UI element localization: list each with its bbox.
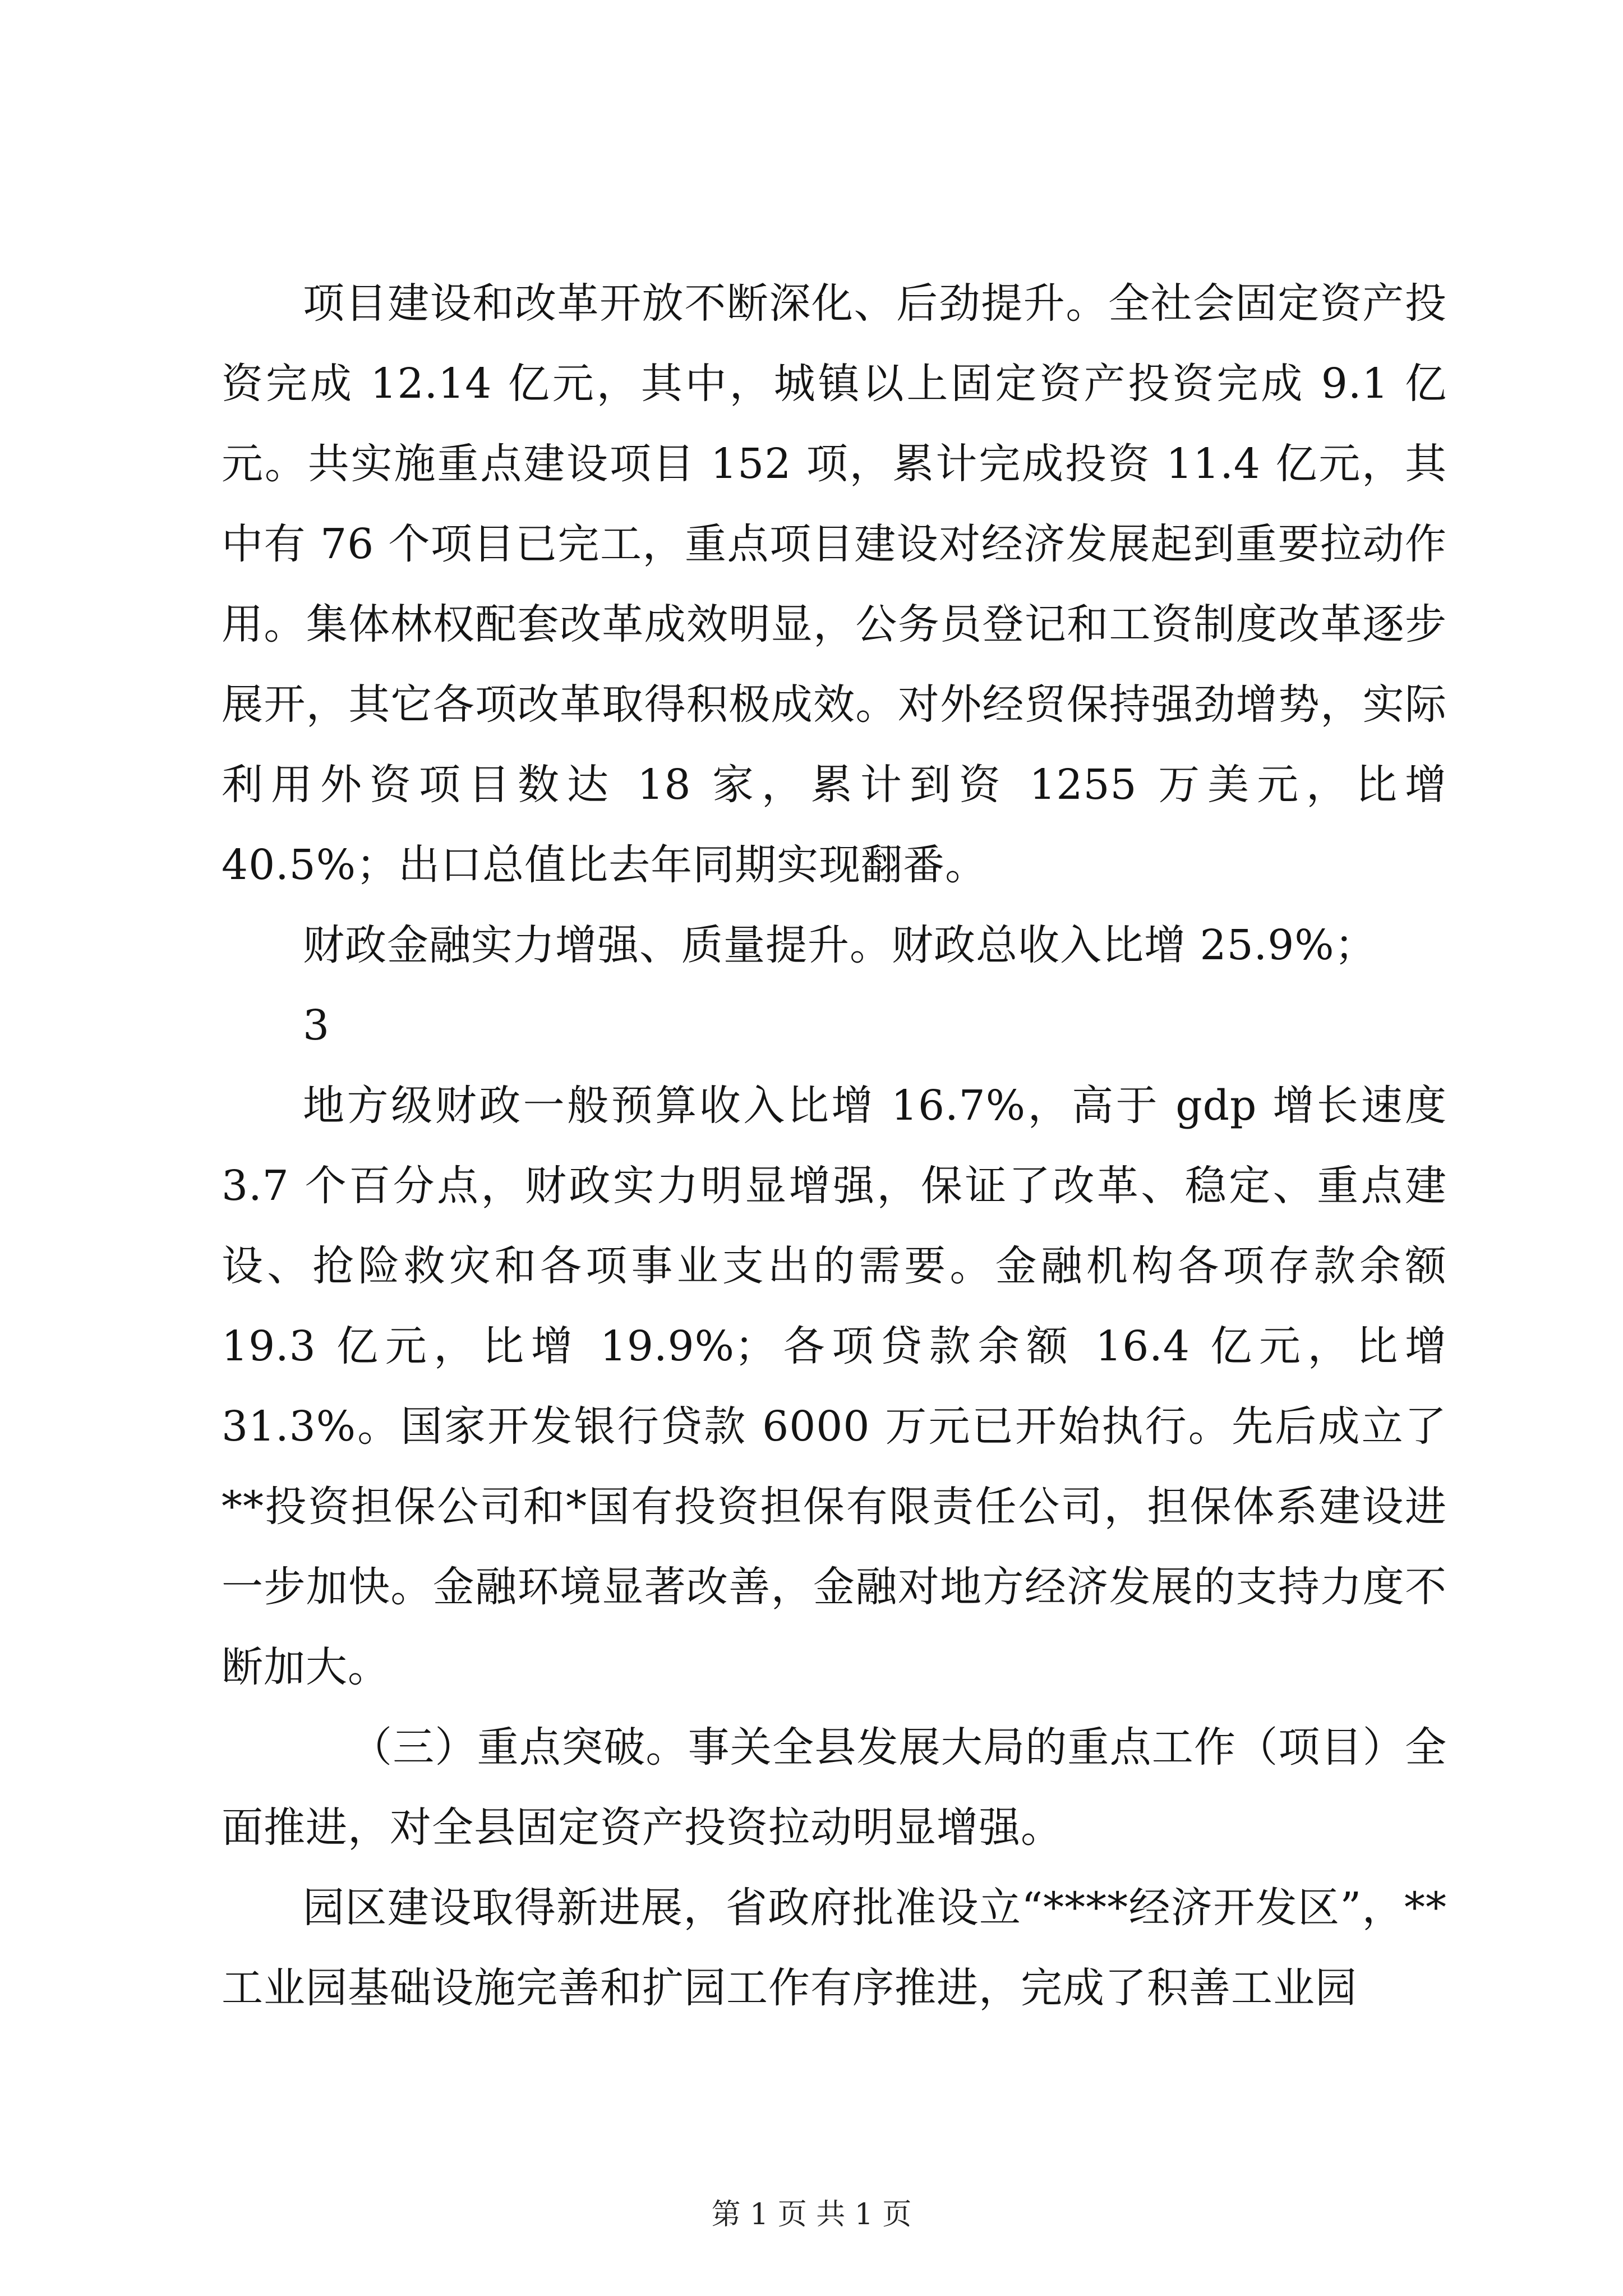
paragraph-number: 3 [303,1001,330,1050]
document-body [222,264,1447,2028]
paragraph-finance: 财政金融实力增强、质量提升。财政总收入比增 25.9%； [303,921,1377,969]
paragraph-local-revenue: 地方级财政一般预算收入比增 16.7%，高于 gdp 增长速度 3.7 个百分点，财政实力明显增强，保证了改革、稳定、重点建设、抢险救灾和各项事业支出的需要。金融机构各项存款余额 19.3 亿元，比增 19.9%；各项贷款余额 16.4 亿元，比增 31.3%。国家开发银行贷款 6000 万元已开始执行。先后成立了**投资担保公司和*国有投资担保有限责任公司，担保体系建设进一步加快。金融环境显著改善，金融对地方经济发展的支持力度不断加大。 [222,1082,1447,1691]
paragraph-key-breakthrough: （三）重点突破。事关全县发展大局的重点工作（项目）全面推进，对全县固定资产投资拉动明显增强。 [222,1723,1447,1852]
page-footer: 第 1 页 共 1 页 [711,2198,912,2231]
paragraph-investment: 项目建设和改革开放不断深化、后劲提升。全社会固定资产投资完成 12.14 亿元，其中，城镇以上固定资产投资完成 9.1 亿元。共实施重点建设项目 152 项，累计完成投资 11.4 亿元，其中有 76 个项目已完工，重点项目建设对经济发展起到重要拉动作用。集体林权配套改革成效明显，公务员登记和工资制度改革逐步展开，其它各项改革取得积极成效。对外经贸保持强劲增势，实际利用外资项目数达 18 家，累计到资 1255 万美元，比增 40.5%；出口总值比去年同期实现翻番。 [222,279,1447,889]
paragraph-park-construction: 园区建设取得新进展，省政府批准设立“****经济开发区”，**工业园基础设施完善和扩园工作有序推进，完成了积善工业园 [222,1884,1447,2012]
